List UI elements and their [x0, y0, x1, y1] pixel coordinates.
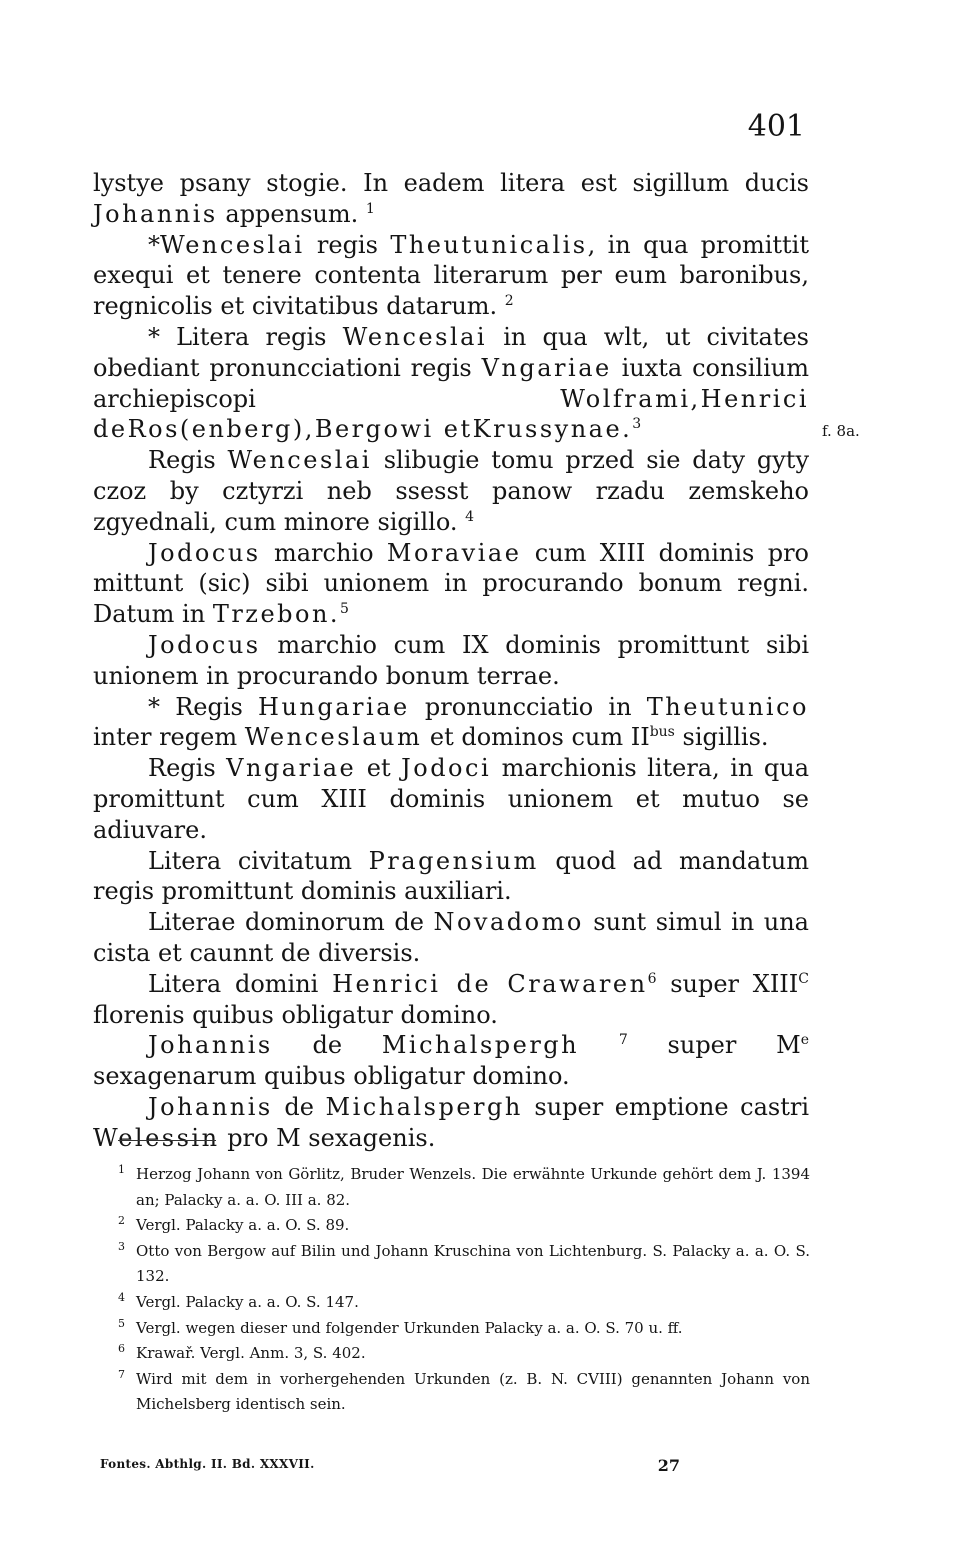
text-run: super XIII [656, 969, 799, 998]
footnote-text: Vergl. Palacky a. a. O. S. 89. [136, 1216, 350, 1235]
text-run: * [148, 230, 160, 259]
text-run: de [272, 1031, 382, 1060]
text-run: lystye psany stogie. In eadem litera est sigillum ducis [93, 169, 809, 197]
spaced-name: Henrici de Crawaren [332, 969, 648, 998]
entry [93, 1030, 809, 1092]
footnote-rule [118, 1140, 216, 1141]
entry [93, 445, 809, 537]
text-run: cum XIII dominis pro mittunt (sic) sibi unionem in procurando bonum regni. Datum in [93, 538, 809, 629]
text-run: pronuncciatio in [409, 692, 647, 721]
text-run: regis [304, 230, 391, 259]
text-run: Literae dominorum de [148, 908, 434, 937]
signature-left: Fontes. Abthlg. II. Bd. XXXVII. [100, 1457, 315, 1471]
footnote: 6 Krawař. Vergl. Anm. 3, S. 402. [118, 1342, 366, 1363]
spaced-name: Wenceslai [160, 230, 305, 259]
text-run: Litera domini [148, 969, 333, 998]
superscript: 5 [340, 601, 349, 618]
spaced-name: Jodocus [148, 538, 261, 567]
text-run: sunt simul in una cista et caunnt de diversis. [93, 908, 809, 967]
text-run: sigillis. [674, 723, 769, 752]
text-run: * Litera regis [148, 322, 343, 351]
entry [93, 168, 809, 230]
entry [93, 1092, 809, 1154]
text-run: et [356, 754, 402, 783]
entry [93, 322, 809, 445]
text-run: super emptione castri [522, 1092, 810, 1121]
superscript: C [798, 970, 809, 987]
footnote-text: Herzog Johann von Görlitz, Bruder Wenzels. Die erwähnte Urkunde gehört dem J. 1394 an; Palacky a. a. O. III a. 82. [136, 1165, 810, 1209]
footnote: 1 Herzog Johann von Görlitz, Bruder Wenzels. Die erwähnte Urkunde gehört dem J. 1394 an; Palacky a. a. O. III a. 82. [118, 1163, 810, 1209]
spaced-name: Johannis [148, 1092, 273, 1121]
text-run: marchio [260, 538, 387, 567]
text-run: sexagenarum quibus obligatur domino. [93, 1062, 570, 1091]
footnote-text: Krawař. Vergl. Anm. 3, S. 402. [136, 1344, 366, 1363]
spaced-name: Welessin [93, 1123, 220, 1152]
entry [93, 753, 809, 845]
superscript: 7 [618, 1032, 628, 1049]
superscript: e [800, 1032, 809, 1049]
text-run: Litera civitatum [148, 846, 369, 875]
text-run: super M [627, 1031, 801, 1060]
spaced-name: Michalspergh [325, 1092, 523, 1121]
text-run: pro M sexagenis. [219, 1123, 436, 1152]
footnotes [118, 1162, 810, 1418]
superscript: 6 [647, 970, 657, 987]
text-run: inter regem [93, 723, 245, 752]
main-text [93, 168, 809, 1154]
page-number: 401 [747, 109, 805, 144]
spaced-name: Johannis [148, 1031, 273, 1060]
spaced-name: Wenceslai [227, 446, 372, 475]
text-run: in qua wlt, ut civitates obediant pronuncciationi regis [93, 322, 809, 382]
spaced-name: Moraviae [386, 538, 522, 567]
text-run: iuxta consilium archiepiscopi [93, 353, 809, 413]
text-run: marchionis litera, in qua promittunt cum XIII dominis unionem et mutuo se adiuvare. [93, 754, 810, 844]
spaced-name: Vngariae [481, 353, 612, 382]
text-run [579, 1031, 619, 1059]
footnote-text: Vergl. wegen dieser und folgender Urkunden Palacky a. a. O. S. 70 u. ff. [136, 1318, 683, 1337]
entry [93, 969, 809, 1031]
text-run: * Regis [148, 692, 259, 721]
spaced-name: Theutunicalis [390, 230, 588, 259]
entry [93, 230, 809, 322]
superscript: 3 [632, 416, 642, 433]
entry [93, 907, 809, 969]
text-run: et dominos cum II [422, 723, 650, 752]
text-run: marchio cum IX dominis promittunt sibi unionem in procurando bonum terrae. [93, 630, 809, 690]
spaced-name: Jodoci [401, 754, 492, 783]
spaced-name: Jodocus [148, 630, 261, 659]
spaced-name: Trzebon. [212, 600, 341, 629]
superscript: 1 [365, 200, 375, 217]
entry [93, 846, 809, 908]
footnote-text: Wird mit dem in vorhergehenden Urkunden (z. B. N. CVIII) genannten Johann von Michelsberg identisch sein. [136, 1369, 810, 1414]
margin-note: f. 8a. [822, 422, 860, 440]
footnote: 7 Wird mit dem in vorhergehenden Urkunden (z. B. N. CVIII) genannten Johann von Michelsberg identisch sein. [118, 1367, 810, 1414]
spaced-name: Johannis [93, 199, 218, 228]
signature-right: 27 [657, 1456, 680, 1475]
entry [93, 630, 809, 692]
footnote: 5 Vergl. wegen dieser und folgender Urkunden Palacky a. a. O. S. 70 u. ff. [118, 1316, 683, 1337]
footnote: 3 Otto von Bergow auf Bilin und Johann Kruschina von Lichtenburg. S. Palacky a. a. O. S. 132. [118, 1239, 810, 1286]
spaced-name: Michalspergh [381, 1031, 580, 1060]
spaced-name: Wolframi,Henrici deRos(enberg),Bergowi etKrussynae. [93, 384, 809, 444]
text-run: de [272, 1092, 326, 1121]
spaced-name: Hungariae [258, 692, 410, 721]
footnote: 2 Vergl. Palacky a. a. O. S. 89. [118, 1214, 350, 1235]
entry [93, 692, 809, 754]
text-run: florenis quibus obligatur domino. [93, 1000, 498, 1029]
spaced-name: Vngariae [226, 754, 357, 783]
spaced-name: Pragensium [368, 846, 539, 875]
superscript: 4 [465, 508, 475, 525]
text-run: , in qua promittit exequi et tenere contenta literarum per eum baronibus, regnicolis et civitatibus datarum. [93, 230, 810, 321]
text-run: Regis [148, 446, 228, 475]
entry [93, 538, 809, 630]
footnote-text: Otto von Bergow auf Bilin und Johann Kruschina von Lichtenburg. S. Palacky a. a. O. S. 132. [136, 1241, 810, 1286]
text-run: Regis [148, 754, 227, 783]
spaced-name: Wenceslaum [244, 723, 423, 752]
text-run: slibugie tomu przed sie daty gyty czoz by cztyrzi neb ssesst panow rzadu zemskeho zgyednali, cum minore sigillo. [93, 446, 809, 536]
spaced-name: Novadomo [433, 908, 584, 937]
spaced-name: Theutunico [646, 692, 809, 721]
text-run: quod ad mandatum regis promittunt dominis auxiliari. [93, 846, 810, 906]
text-run: appensum. [217, 199, 366, 228]
superscript: bus [649, 724, 675, 741]
spaced-name: Wenceslai [342, 322, 488, 351]
footnote-text: Vergl. Palacky a. a. O. S. 147. [136, 1292, 359, 1311]
footnote: 4 Vergl. Palacky a. a. O. S. 147. [118, 1290, 359, 1311]
superscript: 2 [504, 293, 514, 310]
